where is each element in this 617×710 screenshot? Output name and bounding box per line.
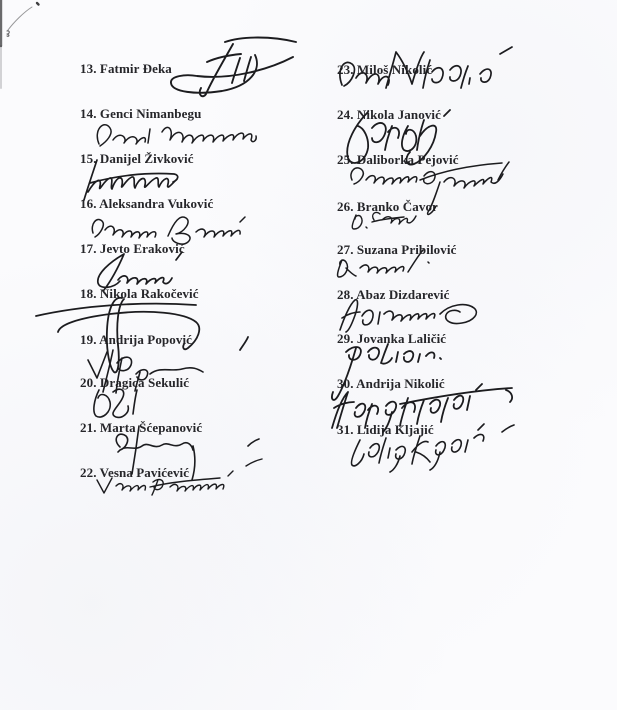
scan-artifact-edge-mark	[1, 0, 39, 88]
signer-entry-22: 22. Vesna Pavićević	[80, 465, 190, 480]
signer-entry-20: 20. Dragica Sekulić	[80, 375, 190, 390]
signature-fatmir-deka	[171, 38, 296, 97]
signer-entry-26: 26. Branko Čavor	[337, 199, 438, 214]
signature-genci-nimanbegu	[97, 125, 256, 146]
signer-entry-16: 16. Aleksandra Vuković	[80, 196, 214, 211]
signer-entry-17: 17. Jevto Eraković	[80, 241, 185, 256]
signer-entry-28: 28. Abaz Dizdarević	[337, 287, 450, 302]
signer-entry-31: 31. Lidija Kljajić	[337, 422, 434, 437]
signer-entry-23: 23. Miloš Nikolić	[337, 62, 433, 77]
signer-entry-21: 21. Marta Šćepanović	[80, 420, 203, 435]
signer-entry-29: 29. Jovanka Laličić	[337, 331, 447, 346]
signer-entry-15: 15. Danijel Živković	[80, 151, 194, 166]
signer-entry-18: 18. Nikola Rakočević	[80, 286, 199, 301]
signer-entry-14: 14. Genci Nimanbegu	[80, 106, 202, 121]
signer-entry-27: 27. Suzana Pribilović	[337, 242, 457, 257]
signature-dragica-sekulic	[94, 389, 137, 417]
signer-entry-19: 19. Andrija Popović	[80, 332, 193, 347]
signature-jevto-erakovic	[98, 252, 182, 290]
signature-abaz-dizdarevic	[340, 300, 476, 332]
signer-entry-13: 13. Fatmir Đeka	[80, 61, 172, 76]
signer-entry-24: 24. Nikola Janović	[337, 107, 442, 122]
signer-entry-25: 25. Daliborka Pejović	[337, 152, 459, 167]
signer-entry-30: 30. Andrija Nikolić	[337, 376, 445, 391]
